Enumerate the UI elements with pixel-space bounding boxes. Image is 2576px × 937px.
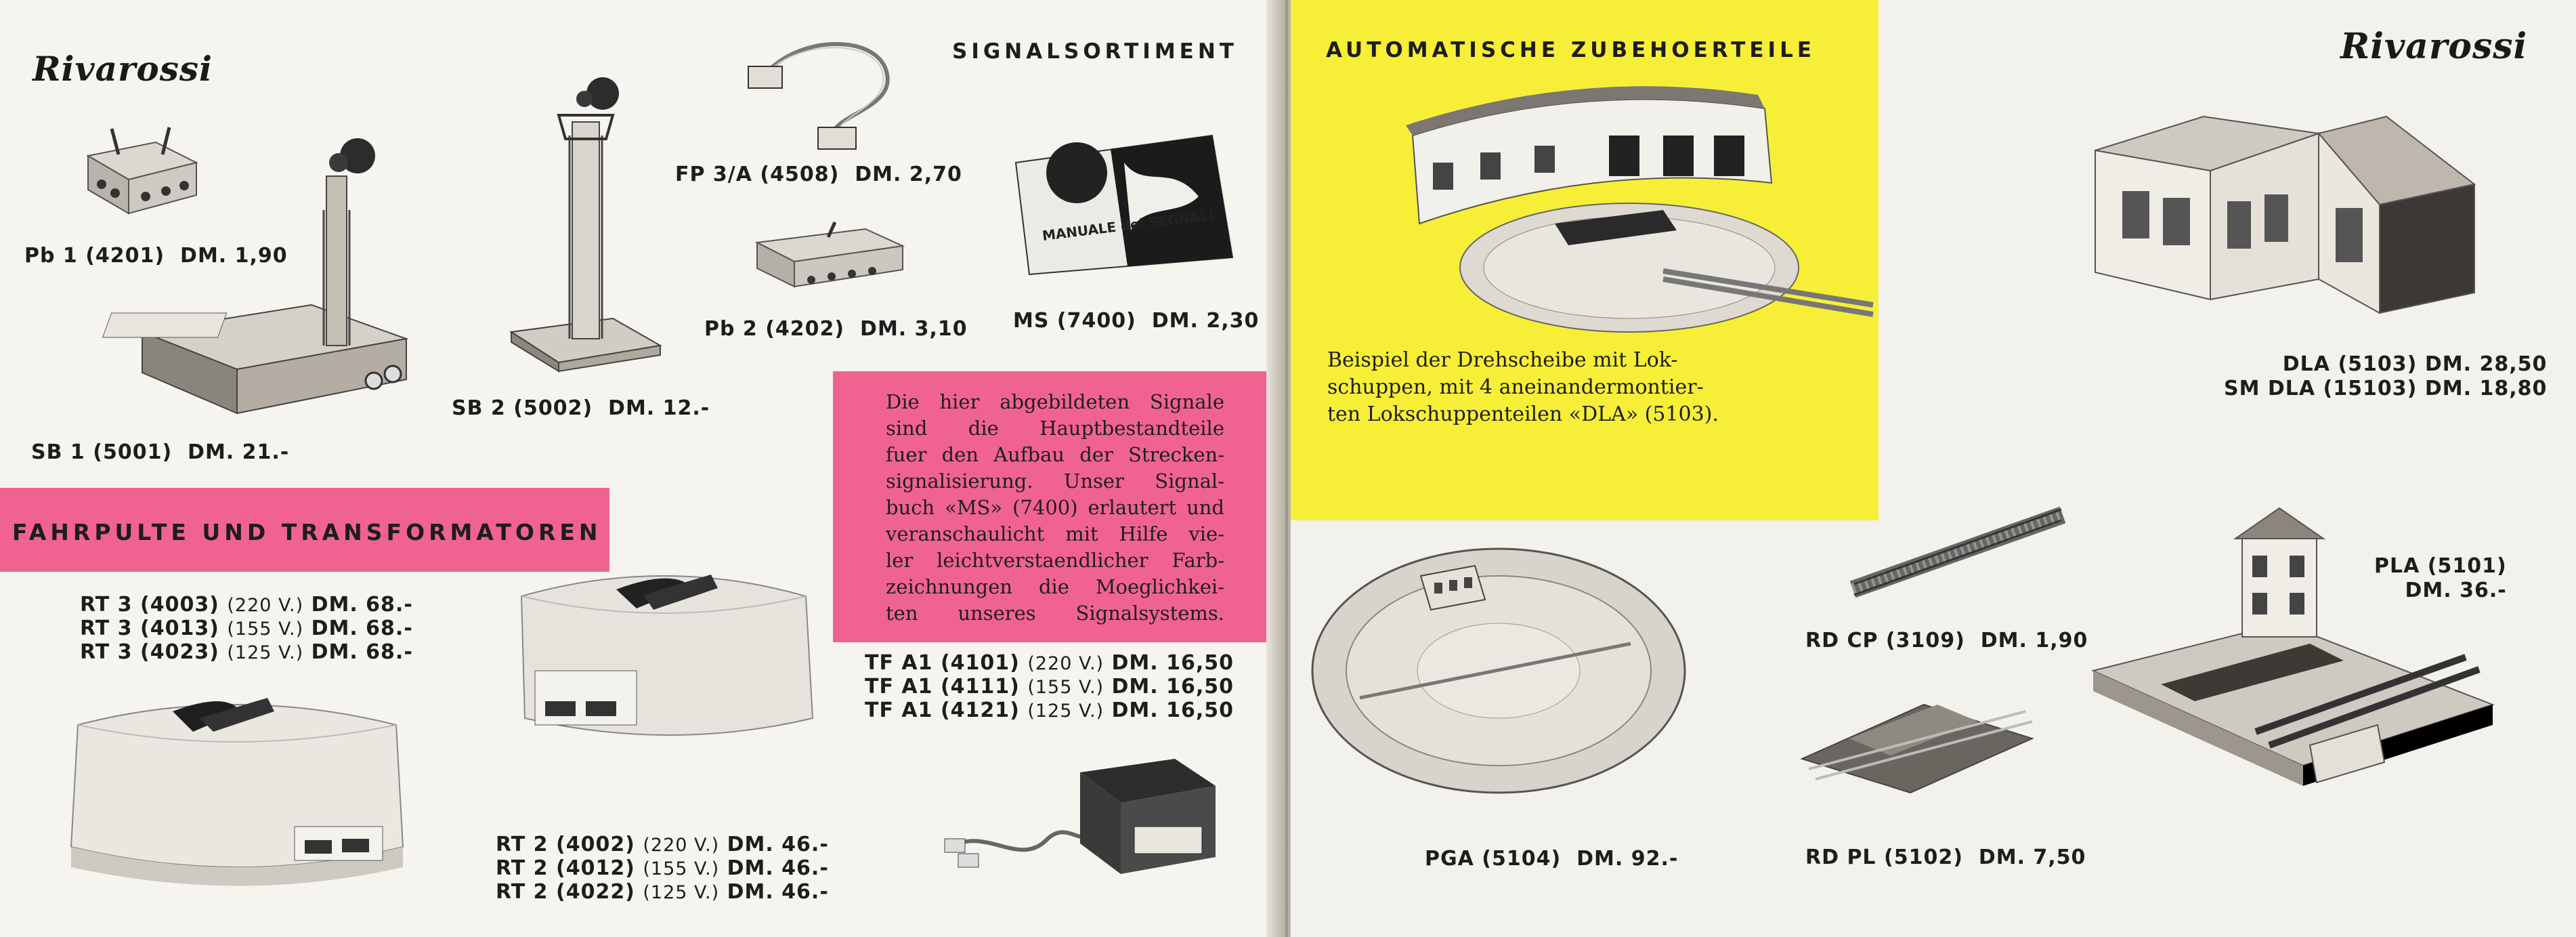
rt2-voltage: (125 V.) (643, 882, 720, 903)
turntable-text-line: ten Lokschuppenteilen «DLA» (5103). (1327, 402, 1719, 426)
signals-text-line: sind die Hauptbestandteile (886, 417, 1224, 440)
signals-text-line: fuer den Aufbau der Strecken- (886, 443, 1224, 466)
rt3-price: DM. 68.- (311, 640, 413, 664)
rt2-row (496, 881, 829, 904)
sb1-price: DM. 21.- (188, 440, 290, 464)
rt2-code: RT 2 (4012) (496, 856, 635, 880)
pla-label (2374, 554, 2507, 603)
catalog-left-page (0, 0, 1280, 937)
rd-pl-crossing-image (1795, 684, 2039, 806)
transformers-heading: FAHRPULTE UND TRANSFORMATOREN (12, 519, 602, 545)
signals-heading: SIGNALSORTIMENT (952, 39, 1238, 64)
rt3-code: RT 3 (4003) (80, 593, 219, 617)
turntable-text-line: Beispiel der Drehscheibe mit Lok- (1327, 348, 1678, 372)
fp3a-cable-image (745, 27, 907, 156)
pla-code: PLA (5101) (2374, 554, 2507, 578)
pb2-junction-box-image (750, 215, 913, 297)
rt3-voltage: (155 V.) (227, 619, 304, 640)
tfa1-code: TF A1 (4101) (865, 651, 1020, 675)
rt3-row (80, 641, 413, 665)
rt2-voltage: (155 V.) (643, 858, 720, 879)
rt2-row (496, 857, 829, 881)
rd-pl-price: DM. 7,50 (1978, 846, 2086, 869)
rt3-price: DM. 68.- (311, 593, 413, 617)
pga-code: PGA (5104) (1425, 847, 1562, 871)
rt2-code: RT 2 (4002) (496, 833, 635, 856)
turntable-text-line: schuppen, mit 4 aneinandermontier- (1327, 375, 1704, 399)
pb2-code: Pb 2 (4202) (704, 317, 845, 341)
sb2-signal-image (505, 75, 667, 373)
pga-price: DM. 92.- (1576, 847, 1679, 871)
tfa1-price: DM. 16,50 (1111, 651, 1235, 675)
tfa1-voltage: (125 V.) (1027, 701, 1104, 722)
sb2-price: DM. 12.- (608, 396, 710, 420)
tfa1-price: DM. 16,50 (1111, 699, 1235, 722)
tfa1-list (865, 652, 1234, 723)
turntable-with-engine-shed-image (1406, 88, 1880, 346)
ms-label (1013, 309, 1259, 333)
sm-dla-row (2224, 377, 2547, 401)
signals-text-line: buch «MS» (7400) erlautert und (886, 496, 1224, 519)
rt3-voltage: (220 V.) (227, 595, 304, 616)
rd-cp-code: RD CP (3109) (1805, 629, 1965, 652)
accessories-heading: AUTOMATISCHE ZUBEHOERTEILE (1326, 38, 1816, 62)
rt2-row (496, 833, 829, 857)
manual-cover-text: MANUALE dei SEGNALI (1041, 207, 1215, 244)
rt2-controller-image (515, 549, 819, 766)
signals-description-text (886, 389, 1224, 627)
pb1-code: Pb 1 (4201) (24, 244, 165, 268)
pb2-price: DM. 3,10 (860, 317, 968, 341)
signals-text-line: Die hier abgebildeten Signale (886, 390, 1224, 413)
signals-text-line: veranschaulicht mit Hilfe vie- (886, 522, 1224, 545)
sb1-label (31, 440, 289, 464)
signals-text-line: ler leichtverstaendlicher Farb- (886, 549, 1224, 572)
tfa1-transformer-image (945, 745, 1222, 888)
rt2-price: DM. 46.- (727, 856, 829, 880)
dla-price: DM. 28,50 (2424, 352, 2548, 376)
rt3-list (80, 594, 413, 665)
signals-text-line: ten unseres Signalsystems. (886, 602, 1224, 625)
dla-row (2224, 352, 2547, 377)
tfa1-voltage: (155 V.) (1027, 677, 1104, 698)
rt3-controller-image (64, 671, 410, 901)
ms-code: MS (7400) (1013, 309, 1136, 333)
ms-signal-manual-image (1009, 122, 1239, 278)
signals-description-box (833, 371, 1280, 642)
fp3a-label (675, 163, 962, 186)
rt3-price: DM. 68.- (311, 617, 413, 640)
pga-turntable-image (1306, 535, 1692, 813)
signals-text-line: signalisierung. Unser Signal- (886, 470, 1224, 493)
pga-label (1425, 847, 1678, 871)
sm-dla-price: DM. 18,80 (2424, 377, 2548, 400)
rivarossi-logo: Rivarossi (33, 49, 213, 89)
rt2-voltage: (220 V.) (643, 835, 720, 856)
dla-code: DLA (5103) (2282, 352, 2418, 376)
rd-cp-track-image (1846, 501, 2069, 603)
tfa1-row (865, 675, 1234, 699)
sb1-signal-image (135, 136, 433, 447)
tfa1-code: TF A1 (4121) (865, 699, 1020, 722)
rt3-row (80, 594, 413, 617)
pla-price: DM. 36.- (2405, 579, 2507, 602)
rt2-price: DM. 46.- (727, 833, 829, 856)
pb2-label (704, 317, 968, 341)
turntable-description-text (1327, 347, 1842, 428)
tfa1-row (865, 699, 1234, 723)
tfa1-voltage: (220 V.) (1027, 653, 1104, 674)
rt2-list (496, 833, 829, 904)
catalog-right-page (1291, 0, 2576, 937)
sb2-label (452, 396, 710, 420)
rd-cp-price: DM. 1,90 (1980, 629, 2088, 652)
rt2-code: RT 2 (4022) (496, 880, 635, 904)
fp3a-price: DM. 2,70 (855, 163, 962, 186)
pb1-price: DM. 1,90 (180, 244, 288, 268)
signals-text-line: zeichnungen die Moeglichkei- (886, 575, 1224, 598)
tfa1-code: TF A1 (4111) (865, 675, 1020, 699)
tfa1-row (865, 652, 1234, 675)
rt3-voltage: (125 V.) (227, 642, 304, 663)
rd-pl-code: RD PL (5102) (1805, 846, 1963, 869)
dla-engine-shed-image (2095, 76, 2474, 347)
sb1-code: SB 1 (5001) (31, 440, 173, 464)
tfa1-price: DM. 16,50 (1111, 675, 1235, 699)
rd-pl-label (1805, 846, 2086, 869)
dla-price-block (2224, 352, 2547, 401)
rt3-code: RT 3 (4023) (80, 640, 219, 664)
rt3-row (80, 617, 413, 641)
fp3a-code: FP 3/A (4508) (675, 163, 840, 186)
rt3-code: RT 3 (4013) (80, 617, 219, 640)
ms-price: DM. 2,30 (1151, 309, 1260, 333)
sm-dla-code: SM DLA (15103) (2224, 377, 2418, 400)
sb2-code: SB 2 (5002) (452, 396, 593, 420)
rd-cp-label (1805, 629, 2088, 652)
rt2-price: DM. 46.- (727, 880, 829, 904)
rivarossi-logo-right: Rivarossi (2340, 26, 2528, 67)
